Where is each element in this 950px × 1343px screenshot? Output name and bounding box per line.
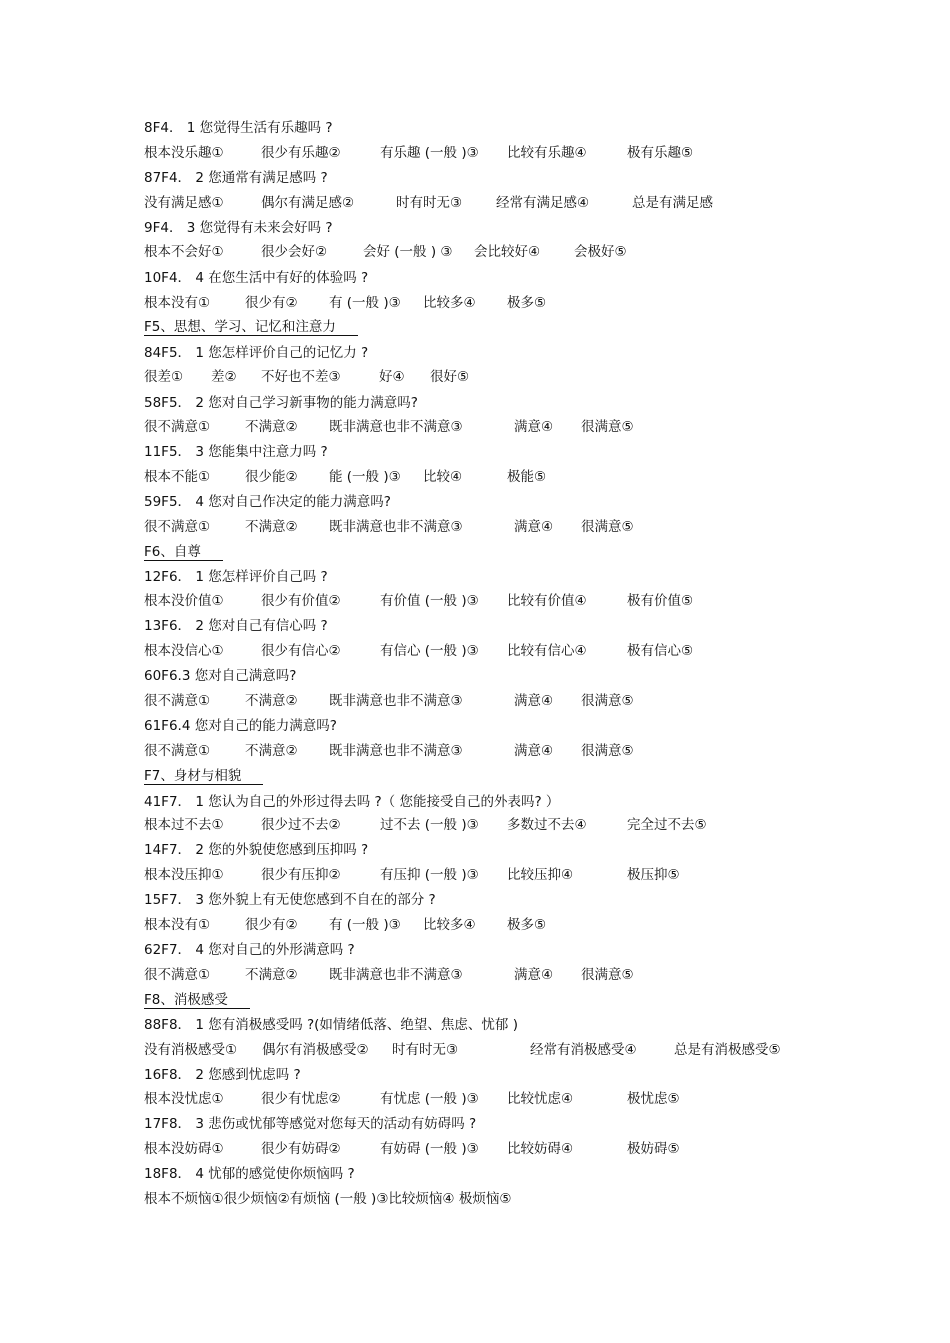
question-label: 58F5． 2 您对自己学习新事物的能力满意吗? xyxy=(144,395,418,411)
answer-option: 比较有信心④ xyxy=(507,643,587,659)
answer-option: 时有时无③ xyxy=(396,195,463,211)
answer-option: 能 (一般 )③ xyxy=(329,469,401,485)
answer-option: 好④ xyxy=(379,369,405,385)
answer-options xyxy=(144,692,824,710)
answer-option: 很不满意① xyxy=(144,519,211,535)
answer-option: 有妨碍 (一般 )③ xyxy=(380,1141,479,1157)
answer-option: 有乐趣 (一般 )③ xyxy=(380,145,479,161)
answer-options xyxy=(144,966,824,984)
answer-options xyxy=(144,418,824,436)
answer-option: 有压抑 (一般 )③ xyxy=(380,867,479,883)
question-text xyxy=(144,1165,355,1183)
question-label: 13F6． 2 您对自己有信心吗 ? xyxy=(144,618,328,634)
answer-option: 有价值 (一般 )③ xyxy=(380,593,479,609)
answer-option: 有 (一般 )③ xyxy=(329,917,401,933)
answer-option: 比较多④ xyxy=(423,295,476,311)
answer-option: 很不满意① xyxy=(144,419,211,435)
answer-option: 完全过不去⑤ xyxy=(627,817,707,833)
answer-option: 不满意② xyxy=(245,743,298,759)
question-text xyxy=(144,443,328,461)
question-text xyxy=(144,841,368,859)
answer-option: 没有满足感① xyxy=(144,195,224,211)
answer-options xyxy=(144,1041,824,1059)
answer-option: 极有乐趣⑤ xyxy=(627,145,694,161)
answer-options xyxy=(144,243,824,261)
answer-option: 很满意⑤ xyxy=(581,967,634,983)
question-label: 84F5． 1 您怎样评价自己的记忆力 ? xyxy=(144,345,369,361)
answer-option: 时有时无③ xyxy=(392,1042,459,1058)
answer-option: 很少能② xyxy=(245,469,298,485)
question-label: 15F7． 3 您外貌上有无使您感到不自在的部分 ? xyxy=(144,892,436,908)
answer-option: 很少有价值② xyxy=(261,593,341,609)
question-label: 12F6． 1 您怎样评价自己吗 ? xyxy=(144,569,328,585)
question-text xyxy=(144,269,368,287)
answer-option: 根本没有① xyxy=(144,917,211,933)
question-label: 41F7． 1 您认为自己的外形过得去吗 ?（ 您能接受自己的外表吗? ） xyxy=(144,794,560,810)
section-heading xyxy=(144,767,263,785)
answer-options xyxy=(144,368,824,386)
section-heading-text: F8、消极感受 xyxy=(144,992,250,1009)
answer-option: 不满意② xyxy=(245,419,298,435)
answer-option: 根本过不去① xyxy=(144,817,224,833)
answer-option: 比较有价值④ xyxy=(507,593,587,609)
question-text xyxy=(144,344,368,362)
answer-option: 很满意⑤ xyxy=(581,693,634,709)
answer-option: 会极好⑤ xyxy=(574,244,627,260)
answer-option: 比较妨碍④ xyxy=(507,1141,574,1157)
question-text xyxy=(144,1016,518,1034)
answer-options xyxy=(144,742,824,760)
answer-option: 经常有消极感受④ xyxy=(530,1042,637,1058)
question-label: 11F5． 3 您能集中注意力吗 ? xyxy=(144,444,328,460)
answer-option: 比较④ xyxy=(423,469,463,485)
answer-option: 经常有满足感④ xyxy=(496,195,590,211)
answer-option: 根本不烦恼①很少烦恼②有烦恼 (一般 )③比较烦恼④ 极烦恼⑤ xyxy=(144,1191,512,1207)
answer-option: 满意④ xyxy=(514,419,554,435)
answer-option: 极能⑤ xyxy=(507,469,547,485)
question-label: 59F5． 4 您对自己作决定的能力满意吗? xyxy=(144,494,391,510)
answer-option: 不满意② xyxy=(245,519,298,535)
answer-option: 根本没价值① xyxy=(144,593,224,609)
question-text xyxy=(144,493,391,511)
answer-options xyxy=(144,592,824,610)
answer-option: 很满意⑤ xyxy=(581,743,634,759)
answer-option: 满意④ xyxy=(514,519,554,535)
answer-options xyxy=(144,294,824,312)
question-text xyxy=(144,219,333,237)
answer-option: 不满意② xyxy=(245,693,298,709)
answer-options xyxy=(144,642,824,660)
question-label: 14F7． 2 您的外貌使您感到压抑吗 ? xyxy=(144,842,369,858)
answer-option: 极有信心⑤ xyxy=(627,643,694,659)
answer-option: 很少有忧虑② xyxy=(261,1091,341,1107)
answer-option: 偶尔有消极感受② xyxy=(262,1042,369,1058)
answer-option: 很不满意① xyxy=(144,743,211,759)
answer-option: 有信心 (一般 )③ xyxy=(380,643,479,659)
question-text xyxy=(144,169,328,187)
question-text xyxy=(144,617,328,635)
answer-options xyxy=(144,866,824,884)
answer-option: 根本没信心① xyxy=(144,643,224,659)
answer-options xyxy=(144,816,824,834)
question-label: 88F8． 1 您有消极感受吗 ?(如情绪低落、绝望、焦虑、忧郁 ) xyxy=(144,1017,518,1033)
answer-option: 会好 (一般 ) ③ xyxy=(363,244,453,260)
answer-option: 很少过不去② xyxy=(261,817,341,833)
answer-option: 很少有妨碍② xyxy=(261,1141,341,1157)
answer-option: 根本不会好① xyxy=(144,244,224,260)
answer-option: 极有价值⑤ xyxy=(627,593,694,609)
answer-option: 比较忧虑④ xyxy=(507,1091,574,1107)
answer-option: 极忧虑⑤ xyxy=(627,1091,680,1107)
answer-option: 极妨碍⑤ xyxy=(627,1141,680,1157)
answer-option: 比较有乐趣④ xyxy=(507,145,587,161)
answer-options xyxy=(144,144,824,162)
answer-option: 有忧虑 (一般 )③ xyxy=(380,1091,479,1107)
answer-option: 根本没压抑① xyxy=(144,867,224,883)
answer-option: 满意④ xyxy=(514,693,554,709)
question-label: 60F6.3 您对自己满意吗? xyxy=(144,668,297,684)
answer-option: 既非满意也非不满意③ xyxy=(329,693,463,709)
answer-option: 既非满意也非不满意③ xyxy=(329,743,463,759)
answer-option: 极多⑤ xyxy=(507,917,547,933)
answer-option: 很不满意① xyxy=(144,967,211,983)
answer-option: 既非满意也非不满意③ xyxy=(329,419,463,435)
question-label: 16F8． 2 您感到忧虑吗 ? xyxy=(144,1067,301,1083)
answer-option: 比较多④ xyxy=(423,917,476,933)
answer-option: 很少会好② xyxy=(261,244,328,260)
answer-option: 极多⑤ xyxy=(507,295,547,311)
answer-option: 总是有消极感受⑤ xyxy=(674,1042,781,1058)
answer-option: 不满意② xyxy=(245,967,298,983)
question-text xyxy=(144,717,337,735)
answer-option: 多数过不去④ xyxy=(507,817,587,833)
answer-option: 满意④ xyxy=(514,743,554,759)
answer-option: 总是有满足感 xyxy=(632,195,713,211)
answer-option: 满意④ xyxy=(514,967,554,983)
answer-option: 很少有② xyxy=(245,295,298,311)
answer-option: 根本不能① xyxy=(144,469,211,485)
answer-option: 很不满意① xyxy=(144,693,211,709)
answer-options xyxy=(144,518,824,536)
question-text xyxy=(144,891,436,909)
answer-option: 很少有② xyxy=(245,917,298,933)
answer-option: 比较压抑④ xyxy=(507,867,574,883)
question-label: 10F4． 4 在您生活中有好的体验吗 ? xyxy=(144,270,369,286)
question-text xyxy=(144,941,355,959)
question-text xyxy=(144,1066,301,1084)
answer-option: 极压抑⑤ xyxy=(627,867,680,883)
question-text xyxy=(144,793,559,811)
answer-option: 没有消极感受① xyxy=(144,1042,238,1058)
question-label: 18F8． 4 忧郁的感觉使你烦恼吗 ? xyxy=(144,1166,355,1182)
answer-option: 会比较好④ xyxy=(474,244,541,260)
question-text xyxy=(144,667,296,685)
answer-options xyxy=(144,1190,824,1208)
question-label: 8F4． 1 您觉得生活有乐趣吗 ? xyxy=(144,120,333,136)
answer-option: 很少有信心② xyxy=(261,643,341,659)
question-label: 17F8． 3 悲伤或忧郁等感觉对您每天的活动有妨碍吗 ? xyxy=(144,1116,477,1132)
section-heading-text: F6、自尊 xyxy=(144,544,223,561)
question-label: 62F7． 4 您对自己的外形满意吗 ? xyxy=(144,942,355,958)
section-heading xyxy=(144,318,358,336)
section-heading-text: F5、思想、学习、记忆和注意力 xyxy=(144,319,358,336)
answer-option: 既非满意也非不满意③ xyxy=(329,967,463,983)
question-label: 9F4． 3 您觉得有未来会好吗 ? xyxy=(144,220,333,236)
answer-options xyxy=(144,468,824,486)
section-heading xyxy=(144,991,250,1009)
answer-option: 很差① xyxy=(144,369,184,385)
answer-option: 很好⑤ xyxy=(430,369,470,385)
answer-option: 差② xyxy=(211,369,237,385)
answer-option: 有 (一般 )③ xyxy=(329,295,401,311)
question-text xyxy=(144,1115,476,1133)
question-text xyxy=(144,119,333,137)
answer-options xyxy=(144,194,824,212)
answer-option: 偶尔有满足感② xyxy=(261,195,355,211)
answer-option: 不好也不差③ xyxy=(261,369,341,385)
answer-option: 很满意⑤ xyxy=(581,419,634,435)
answer-option: 根本没乐趣① xyxy=(144,145,224,161)
question-label: 87F4． 2 您通常有满足感吗 ? xyxy=(144,170,328,186)
answer-option: 很少有压抑② xyxy=(261,867,341,883)
answer-options xyxy=(144,1090,824,1108)
answer-option: 过不去 (一般 )③ xyxy=(380,817,479,833)
answer-option: 很满意⑤ xyxy=(581,519,634,535)
answer-option: 根本没妨碍① xyxy=(144,1141,224,1157)
question-label: 61F6.4 您对自己的能力满意吗? xyxy=(144,718,337,734)
answer-option: 根本没有① xyxy=(144,295,211,311)
answer-option: 很少有乐趣② xyxy=(261,145,341,161)
answer-option: 既非满意也非不满意③ xyxy=(329,519,463,535)
question-text xyxy=(144,568,328,586)
answer-options xyxy=(144,916,824,934)
answer-option: 根本没忧虑① xyxy=(144,1091,224,1107)
section-heading-text: F7、身材与相貌 xyxy=(144,768,263,785)
section-heading xyxy=(144,543,223,561)
answer-options xyxy=(144,1140,824,1158)
question-text xyxy=(144,394,418,412)
